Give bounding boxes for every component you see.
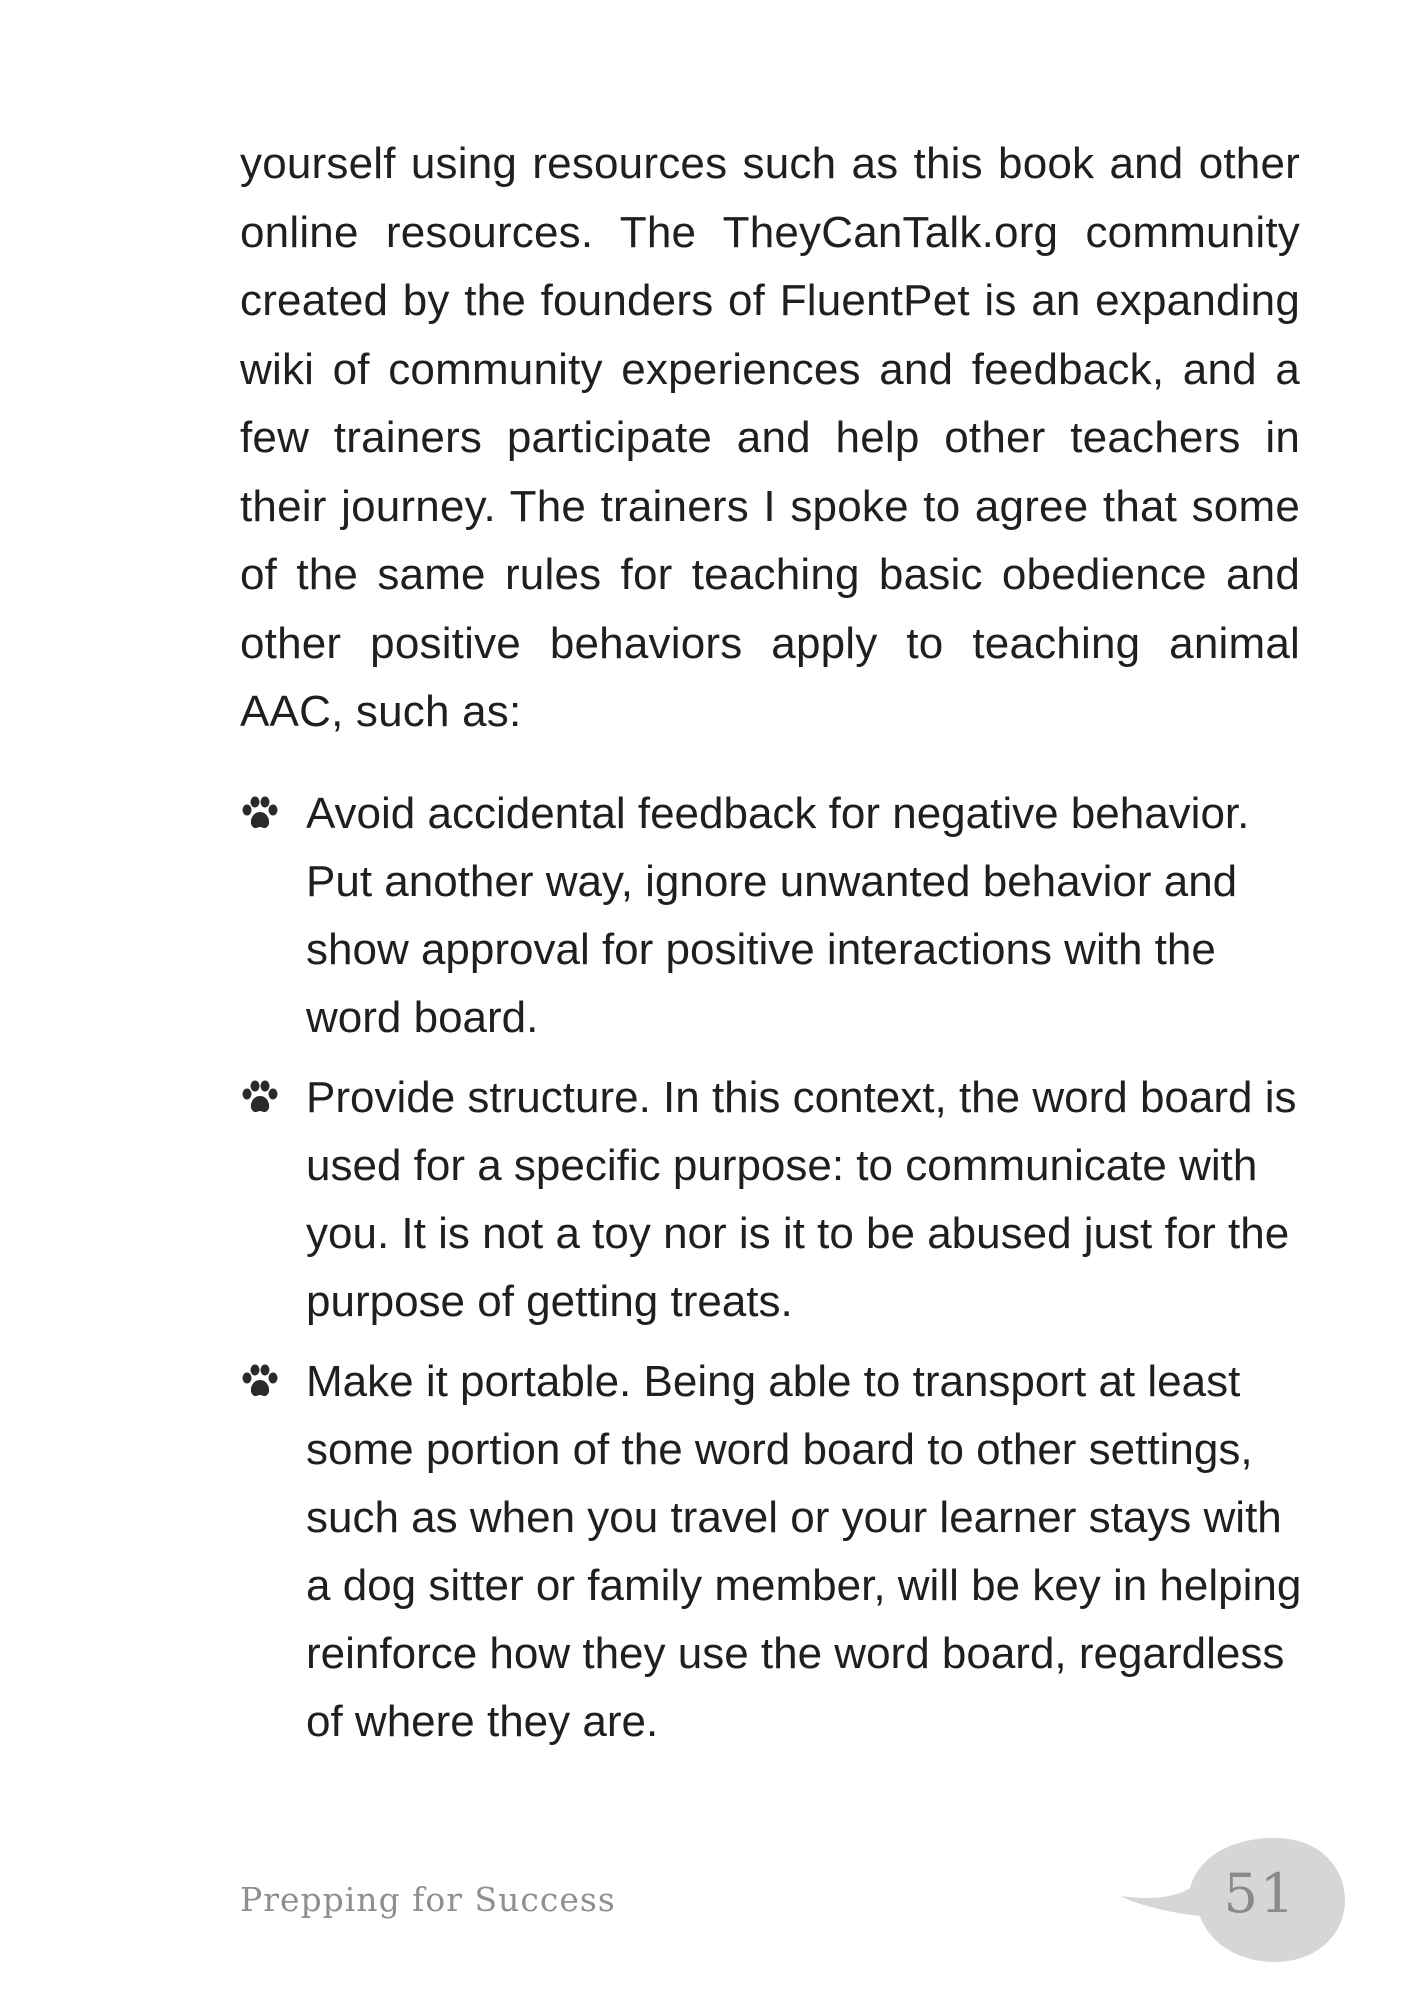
paw-icon [240,1080,280,1116]
body-paragraph: yourself using resources such as this book and other online resources. The TheyCanTalk.org community created by the founders of FluentPet is an expanding wiki of community experiences and feedback, and a few trainers participate and help other teachers in their journey. The trainers I spoke to agree that some of the same rules for teaching basic obedience and other positive behaviors apply to teaching animal AAC, such as: [240,139,1300,736]
bullet-list [240,780,1300,1768]
bullet-text: Make it portable. Being able to transport at least some portion of the word board to other settings, such as when you travel or your learner stays with a dog sitter or family member, will be key in helping reinforce how they use the word board, regardless of where they are. [306,1357,1302,1746]
paw-icon [240,1364,280,1400]
list-item [240,1064,1306,1336]
page-number: 51 [1223,1862,1297,1925]
bullet-text: Avoid accidental feedback for negative behavior. Put another way, ignore unwanted behavior and show approval for positive interactions with the word board. [306,789,1250,1042]
bullet-text: Provide structure. In this context, the word board is used for a specific purpose: to communicate with you. It is not a toy nor is it to be abused just for the purpose of getting treats. [306,1073,1297,1326]
paw-icon [240,796,280,832]
running-footer-title: Prepping for Success [240,1880,616,1919]
list-item [240,780,1306,1052]
list-item [240,1348,1306,1756]
